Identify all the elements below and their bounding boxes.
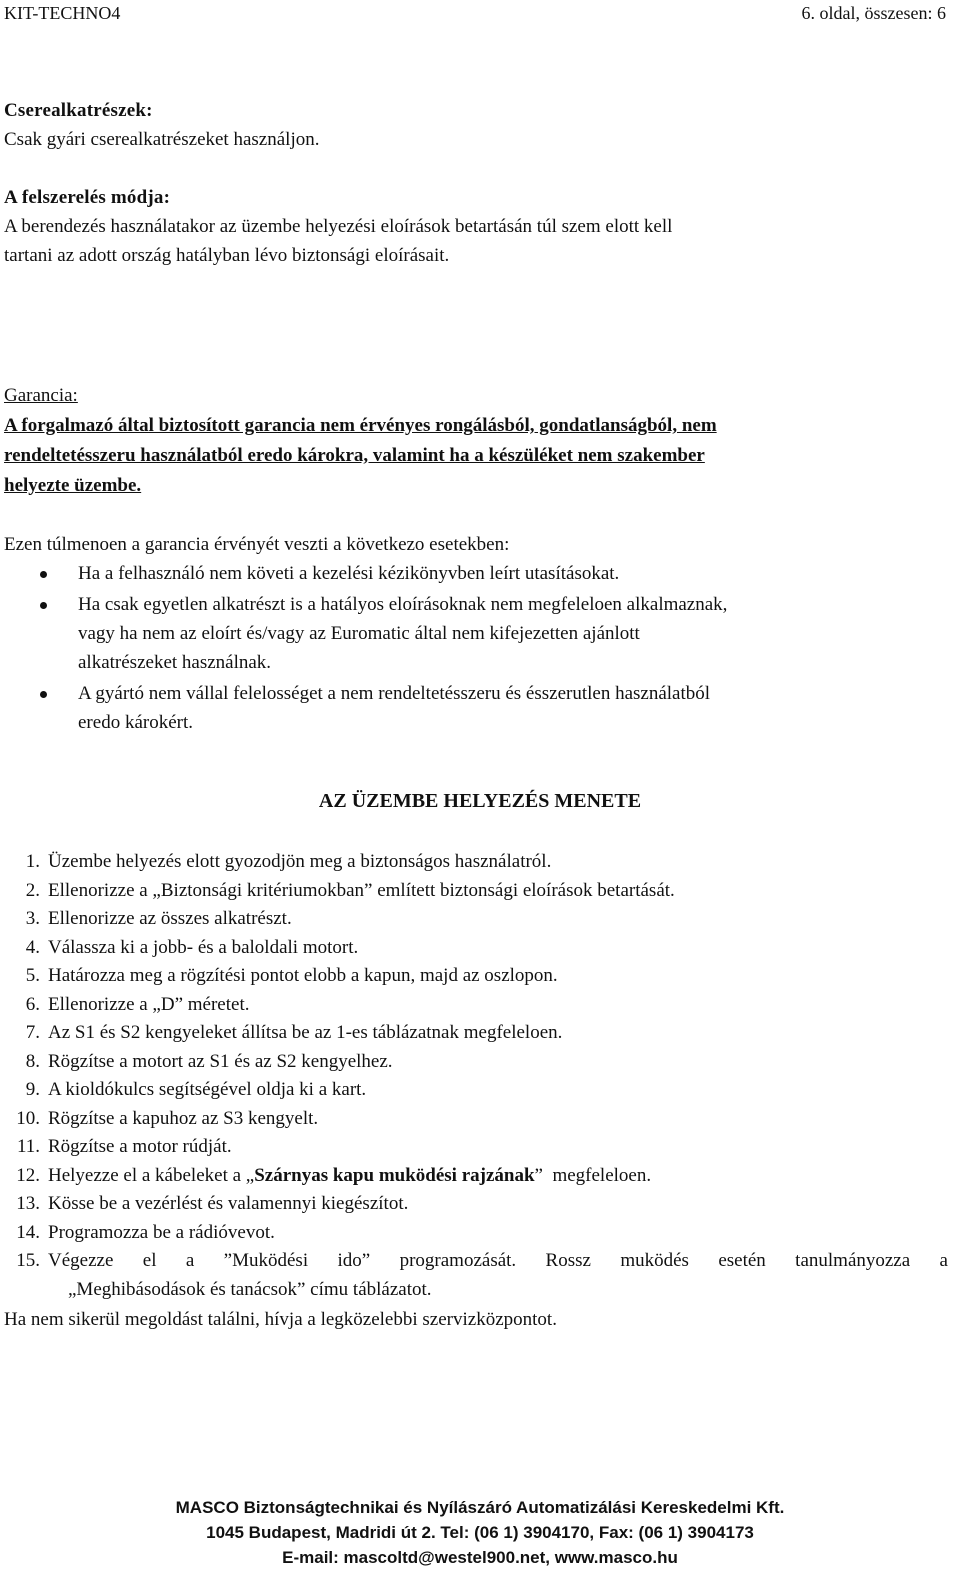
- footer-address: 1045 Budapest, Madridi út 2. Tel: (06 1) 3904170, Fax: (06 1) 3904173: [206, 1523, 754, 1542]
- bullet-line: A gyártó nem vállal felelosséget a nem rendeltetésszeru és ésszerutlen használatból: [78, 683, 711, 704]
- warranty-line-1: A forgalmazó által biztosított garancia nem érvényes rongálásból, gondatlanságból, nem: [4, 415, 717, 436]
- step-item: [4, 1190, 948, 1219]
- step-text: Üzembe helyezés elott gyozodjön meg a biztonságos használatról.: [48, 851, 552, 872]
- step-text: Ellenorizze a „Biztonsági kritériumokban” említett biztonsági eloírások betartását.: [48, 879, 675, 901]
- warranty-heading: Garancia:: [4, 385, 78, 406]
- step-number: 10.: [16, 1107, 40, 1129]
- bullet-line: alkatrészeket használnak.: [78, 652, 272, 673]
- warranty-line-2: rendeltetésszeru használatból eredo károkra, valamint ha a készüléket nem szakember: [4, 445, 705, 466]
- section-warranty: [4, 381, 934, 501]
- step-number: 6.: [25, 993, 40, 1015]
- warranty-intro: Ezen túlmenoen a garancia érvényét veszti a következo esetekben:: [4, 534, 510, 555]
- section-spare-parts: [4, 96, 944, 154]
- step-item: [4, 905, 948, 934]
- step-number: 12.: [16, 1164, 40, 1186]
- step-number: 14.: [16, 1221, 40, 1243]
- step-item: [4, 1162, 948, 1191]
- step-text-line-2: „Meghibásodások és tanácsok” címu táblázatot.: [68, 1278, 432, 1300]
- step-item: [4, 1105, 948, 1134]
- step-text-bold: Szárnyas kapu muködési rajzának: [254, 1164, 535, 1186]
- bullet-icon: [40, 691, 47, 698]
- bullet-line: vagy ha nem az eloírt és/vagy az Euromatic által nem kifejezetten ajánlott: [78, 623, 640, 644]
- spare-parts-heading: Cserealkatrészek:: [4, 100, 153, 121]
- step-text: Kösse be a vezérlést és valamennyi kiegészítot.: [48, 1193, 409, 1214]
- step-text-pre: Helyezze el a kábeleket a „: [48, 1164, 255, 1186]
- step-number: 4.: [25, 936, 40, 958]
- step-item: [4, 1133, 948, 1162]
- bullet-icon: [40, 602, 47, 609]
- step-item: [4, 1247, 948, 1304]
- step-number: 11.: [16, 1136, 40, 1157]
- step-text: Ellenorizze az összes alkatrészt.: [48, 908, 292, 929]
- step-item: [4, 934, 948, 963]
- step-number: 8.: [25, 1050, 40, 1072]
- installation-heading: A felszerelés módja:: [4, 187, 171, 208]
- step-number: 5.: [25, 965, 40, 986]
- step-text: A kioldókulcs segítségével oldja ki a kart.: [48, 1079, 367, 1100]
- section-installation: [4, 183, 944, 270]
- header-page-number: 6. oldal, összesen: 6: [801, 3, 946, 23]
- step-text: Határozza meg a rögzítési pontot elobb a kapun, majd az oszlopon.: [48, 965, 558, 986]
- list-item: [4, 679, 944, 737]
- installation-line-2: tartani az adott ország hatályban lévo biztonsági eloírásait.: [4, 245, 450, 266]
- step-item: [4, 877, 948, 906]
- step-text: Rögzítse a motort az S1 és az S2 kengyelhez.: [48, 1050, 393, 1072]
- procedure-title: AZ ÜZEMBE HELYEZÉS MENETE: [318, 790, 642, 812]
- step-number: 1.: [25, 851, 40, 872]
- step-text-line-1: Végezze el a ”Muködési ido” programozását. Rossz muködés esetén tanulmányozza a: [48, 1250, 948, 1271]
- step-number: 7.: [25, 1022, 40, 1043]
- bullet-line: eredo károkért.: [78, 712, 193, 733]
- bullet-line: Ha a felhasználó nem követi a kezelési kézikönyvben leírt utasításokat.: [78, 563, 620, 584]
- bullet-line: Ha csak egyetlen alkatrészt is a hatályos eloírásoknak nem megfeleloen alkalmaznak,: [78, 594, 728, 615]
- step-text: Rögzítse a motor rúdját.: [48, 1136, 232, 1157]
- step-item: [4, 1019, 948, 1048]
- procedure-steps: [4, 848, 948, 1304]
- step-text: Válassza ki a jobb- és a baloldali motort.: [48, 936, 359, 958]
- step-item: [4, 1219, 948, 1248]
- spare-parts-text: Csak gyári cserealkatrészeket használjon.: [4, 129, 320, 150]
- step-text-post: ” megfeleloen.: [534, 1164, 652, 1186]
- step-text: Programozza be a rádióvevot.: [48, 1221, 275, 1243]
- list-item: [4, 590, 944, 677]
- list-item: [4, 559, 944, 588]
- step-number: 2.: [25, 879, 40, 901]
- step-item: [4, 962, 948, 991]
- step-text: Az S1 és S2 kengyeleket állítsa be az 1-es táblázatnak megfeleloen.: [48, 1022, 563, 1043]
- step-number: 3.: [25, 908, 40, 929]
- step-text: Ellenorizze a „D” méretet.: [48, 993, 250, 1015]
- header-doc-title: KIT-TECHNO4: [4, 3, 121, 23]
- step-item: [4, 848, 948, 877]
- closing-note: Ha nem sikerül megoldást találni, hívja a legközelebbi szervizközpontot.: [4, 1309, 557, 1330]
- step-number: 13.: [16, 1193, 40, 1214]
- footer-company: MASCO Biztonságtechnikai és Nyílászáró Automatizálási Kereskedelmi Kft.: [175, 1498, 785, 1517]
- step-number: 15.: [16, 1250, 40, 1271]
- footer-contact: E-mail: mascoltd@westel900.net, www.masco.hu: [282, 1548, 678, 1567]
- step-number: 9.: [25, 1079, 40, 1100]
- warranty-line-3: helyezte üzembe.: [4, 475, 142, 496]
- bullet-icon: [40, 571, 47, 578]
- step-text: Rögzítse a kapuhoz az S3 kengyelt.: [48, 1107, 319, 1129]
- installation-line-1: A berendezés használatakor az üzembe helyezési eloírások betartásán túl szem elott kell: [4, 216, 673, 237]
- warranty-bullet-list: [4, 559, 944, 739]
- step-item: [4, 991, 948, 1020]
- step-item: [4, 1076, 948, 1105]
- step-item: [4, 1048, 948, 1077]
